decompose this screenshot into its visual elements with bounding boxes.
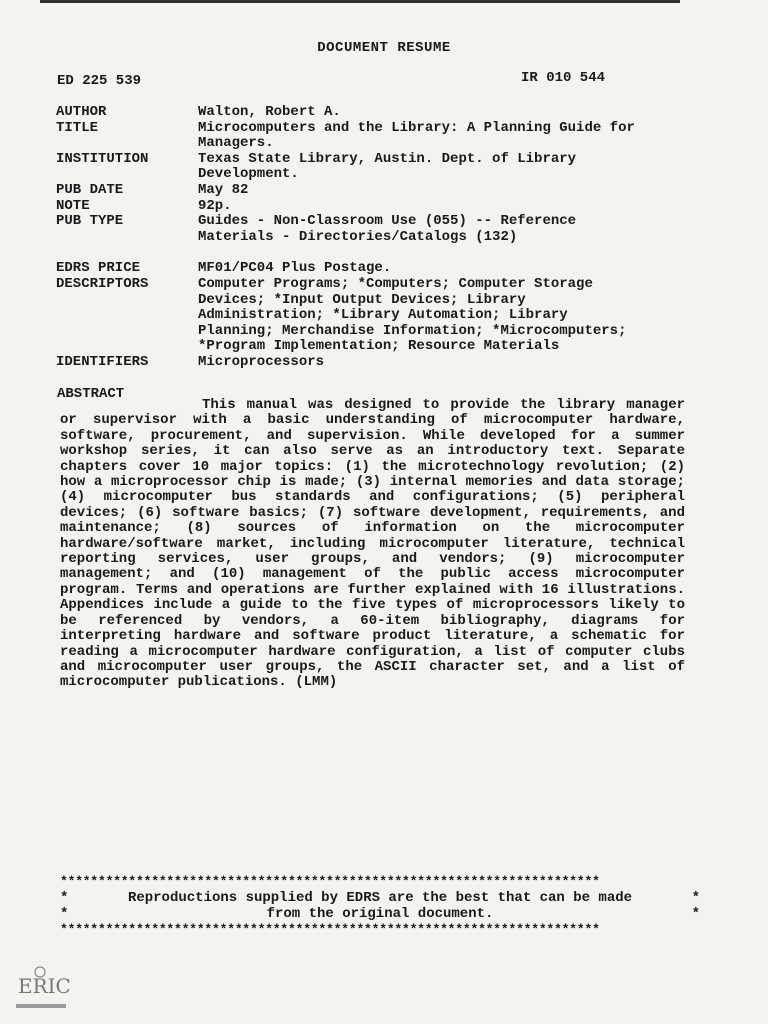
field-value: Microcomputers and the Library: A Planning Guide for Managers. [198,119,635,152]
document-title: DOCUMENT RESUME [317,40,451,56]
field-label: TITLE [56,119,99,136]
field-value: Computer Programs; *Computers; Computer Storage Devices; *Input Output Devices; Library Administration; *Library Automation; Library Planning; Merchandise Information; *Microcomputers; *Program Implementation; Resource Materials [198,275,627,355]
star-right: * [691,890,700,906]
field-label: AUTHOR [56,104,107,120]
ir-number: IR 010 544 [521,70,606,86]
field-author [56,105,696,121]
field-pub-date [56,183,696,199]
field-value: Microprocessors [198,353,325,370]
field-label: EDRS PRICE [56,260,141,277]
field-value: 92p. [198,197,232,214]
field-value: May 82 [198,181,249,198]
star-right: * [691,906,700,922]
field-value: Texas State Library, Austin. Dept. of Library Development. [198,150,577,183]
field-note [56,199,696,215]
field-value: Walton, Robert A. [198,104,341,120]
repro-row-2 [60,906,700,922]
star-left: * [60,890,69,906]
field-label: PUB DATE [56,181,124,198]
repro-line-2: from the original document. [266,906,494,922]
field-value: Guides - Non-Classroom Use (055) -- Reference Materials - Directories/Catalogs (132) [198,213,577,245]
repro-row-1 [60,890,700,906]
field-institution [56,152,696,183]
field-label: NOTE [56,197,90,214]
star-border-bottom: *********************************************************************** [60,922,600,937]
metadata-fields [56,105,696,371]
field-label: PUB TYPE [56,213,124,230]
star-left: * [60,906,69,922]
field-identifiers [56,355,696,371]
field-label: IDENTIFIERS [56,353,149,370]
field-pub-type [56,214,696,245]
field-label: DESCRIPTORS [56,275,149,292]
star-border-top: *********************************************************************** [60,874,600,889]
field-edrs-price [56,261,696,277]
abstract-text: This manual was designed to provide the library manager or supervisor with a basic understanding of microcomputer hardware, software, procurement, and supervision. While developed for a summer workshop series, it can also serve as an introductory text. Separate chapters cover 10 major topics: (1) the microtechnology revolution; (2) how a microprocessor chip is made; (3) internal memories and data storage; (4) microcomputer bus standards and configurations; (5) peripheral devices; (6) software basics; (7) software development, requirements, and maintenance; (8) sources of information on the microcomputer hardware/software market, including microcomputer literature, technical reporting services, user groups, and vendors; (9) microcomputer management; and (10) management of the public access microcomputer program. Terms and operations are further explained with 16 illustrations. Appendices include a guide to the five types of microprocessors likely to be referenced by vendors, a 60-item bibliography, diagrams for interpreting hardware and software product literature, a schematic for reading a microcomputer hardware configuration, a list of computer clubs and microcomputer user groups, the ASCII character set, and a list of microcomputer publications. (LMM) [60,397,685,691]
top-edge-line [40,0,680,3]
eric-logo-text: ERIC [18,974,71,998]
field-value: MF01/PC04 Plus Postage. [198,260,392,277]
field-label: INSTITUTION [56,150,149,167]
field-descriptors [56,277,696,355]
reproduction-notice [60,890,700,922]
ed-number: ED 225 539 [57,73,142,89]
field-gap [56,245,696,261]
abstract-label: ABSTRACT [57,386,125,402]
repro-line-1: Reproductions supplied by EDRS are the best that can be made [127,890,633,906]
field-title [56,121,696,152]
